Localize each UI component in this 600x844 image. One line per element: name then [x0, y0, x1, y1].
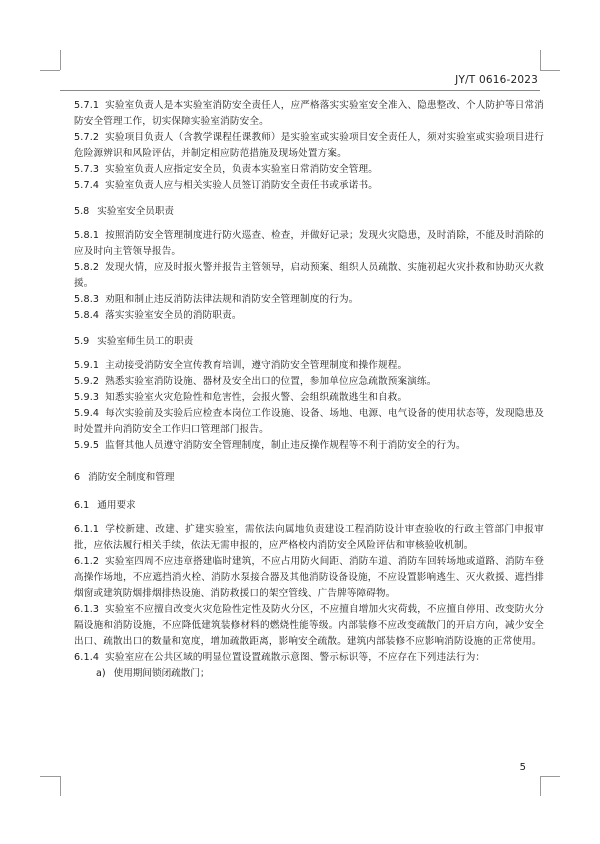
clause-paragraph [74, 406, 544, 438]
section-heading [74, 334, 544, 350]
clause-paragraph [74, 228, 544, 260]
clause-number: 5.8 [74, 206, 90, 217]
clause-text: 实验项目负责人（含教学课程任课教师）是实验室或实验项目安全责任人，须对实验室或实验项目进行危险源辨识和风险评估，并制定相应防范措施及现场处置方案。 [74, 132, 544, 159]
clause-number: 5.9 [74, 336, 90, 347]
clause-paragraph [74, 522, 544, 554]
clause-paragraph [74, 130, 544, 162]
clause-number: a) [96, 668, 106, 679]
clause-number: 5.9.2 [74, 376, 100, 387]
section-heading [74, 204, 544, 220]
chapter-heading [74, 470, 544, 486]
clause-paragraph [74, 438, 544, 454]
clause-number: 5.7.3 [74, 164, 100, 175]
clause-number: 5.7.1 [74, 100, 100, 111]
document-body [74, 98, 544, 682]
clause-text: 实验室安全员职责 [97, 206, 175, 217]
clause-number: 5.9.5 [74, 440, 100, 451]
clause-number: 5.9.1 [74, 360, 100, 371]
clause-paragraph [74, 602, 544, 650]
clause-paragraph [74, 162, 544, 178]
clause-text: 实验室负责人应指定安全员，负责本实验室日常消防安全管理。 [105, 164, 378, 175]
clause-paragraph [74, 554, 544, 602]
clause-number: 5.8.4 [74, 310, 100, 321]
clause-number: 6.1.2 [74, 556, 100, 567]
clause-text: 知悉实验室火灾危险性和危害性，会报火警、会组织疏散逃生和自救。 [105, 392, 408, 403]
clause-text: 发现火情，应及时报火警并报告主管领导，启动预案、组织人员疏散、实施初起火灾扑救和协助灭火救援。 [74, 262, 544, 289]
clause-text: 学校新建、改建、扩建实验室，需依法向属地负责建设工程消防设计审查验收的行政主管部门申报审批，应依法履行相关手续，依法无需申报的，应严格校内消防安全风险评估和审核验收机制。 [74, 524, 544, 551]
clause-paragraph [74, 374, 544, 390]
header-rule [60, 90, 540, 91]
clause-number: 5.7.2 [74, 132, 100, 143]
clause-text: 消防安全制度和管理 [88, 472, 175, 483]
clause-text: 使用期间锁闭疏散门； [113, 668, 210, 679]
clause-paragraph [74, 650, 544, 666]
clause-text: 监督其他人员遵守消防安全管理制度，制止违反操作规程等不利于消防安全的行为。 [105, 440, 466, 451]
clause-number: 5.8.2 [74, 262, 100, 273]
clause-number: 5.8.1 [74, 230, 100, 241]
section-heading [74, 498, 544, 514]
clause-number: 6.1.4 [74, 652, 100, 663]
clause-number: 5.9.4 [74, 408, 100, 419]
clause-text: 通用要求 [97, 500, 136, 511]
clause-text: 实验室四周不应违章搭建临时建筑，不应占用防火间距、消防车道、消防车回转场地或道路、消防车登高操作场地，不应遮挡消火栓、消防水泵接合器及其他消防设备设施，不应设置影响逃生、灭火救援、遮挡排烟窗或建筑防烟排烟排热设施、消防救援口的架空管线、广告牌等障碍物。 [74, 556, 544, 599]
clause-paragraph [74, 308, 544, 324]
clause-paragraph [74, 358, 544, 374]
clause-number: 5.8.3 [74, 294, 100, 305]
clause-text: 按照消防安全管理制度进行防火巡查、检查，并做好记录；发现火灾隐患，及时消除，不能及时消除的应及时向主管领导报告。 [74, 230, 544, 257]
clause-text: 劝阻和制止违反消防法律法规和消防安全管理制度的行为。 [105, 294, 359, 305]
page-number: 5 [519, 762, 526, 773]
list-item [74, 666, 544, 682]
clause-text: 实验室不应擅自改变火灾危险性定性及防火分区，不应擅自增加火灾荷载，不应擅自停用、改变防火分隔设施和消防设施，不应降低建筑装修材料的燃烧性能等级。内部装修不应改变疏散门的开启方向，减少安全出口、疏散出口的数量和宽度，增加疏散距离，影响安全疏散。建筑内部装修不应影响消防设施的正常使用。 [74, 604, 544, 647]
clause-number: 6.1 [74, 500, 90, 511]
clause-text: 实验室师生员工的职责 [97, 336, 194, 347]
clause-text: 每次实验前及实验后应检查本岗位工作设施、设备、场地、电源、电气设备的使用状态等，发现隐患及时处置并向消防安全工作归口管理部门报告。 [74, 408, 544, 435]
clause-text: 熟悉实验室消防设施、器材及安全出口的位置，参加单位应急疏散预案演练。 [105, 376, 437, 387]
clause-text: 落实实验室安全员的消防职责。 [105, 310, 242, 321]
clause-text: 主动接受消防安全宣传教育培训，遵守消防安全管理制度和操作规程。 [105, 360, 408, 371]
clause-number: 5.9.3 [74, 392, 100, 403]
clause-paragraph [74, 98, 544, 130]
clause-paragraph [74, 292, 544, 308]
clause-text: 实验室负责人是本实验室消防安全责任人，应严格落实实验室安全准入、隐患整改、个人防护等日常消防安全管理工作，切实保障实验室消防安全。 [74, 100, 544, 127]
clause-number: 6 [74, 472, 81, 483]
clause-number: 6.1.1 [74, 524, 100, 535]
clause-number: 6.1.3 [74, 604, 100, 615]
clause-text: 实验室应在公共区域的明显位置设置疏散示意图、警示标识等，不应存在下列违法行为： [105, 652, 486, 663]
standard-number: JY/T 0616-2023 [455, 74, 538, 86]
clause-text: 实验室负责人应与相关实验人员签订消防安全责任书或承诺书。 [105, 180, 378, 191]
clause-paragraph [74, 260, 544, 292]
clause-paragraph [74, 178, 544, 194]
clause-paragraph [74, 390, 544, 406]
clause-number: 5.7.4 [74, 180, 100, 191]
